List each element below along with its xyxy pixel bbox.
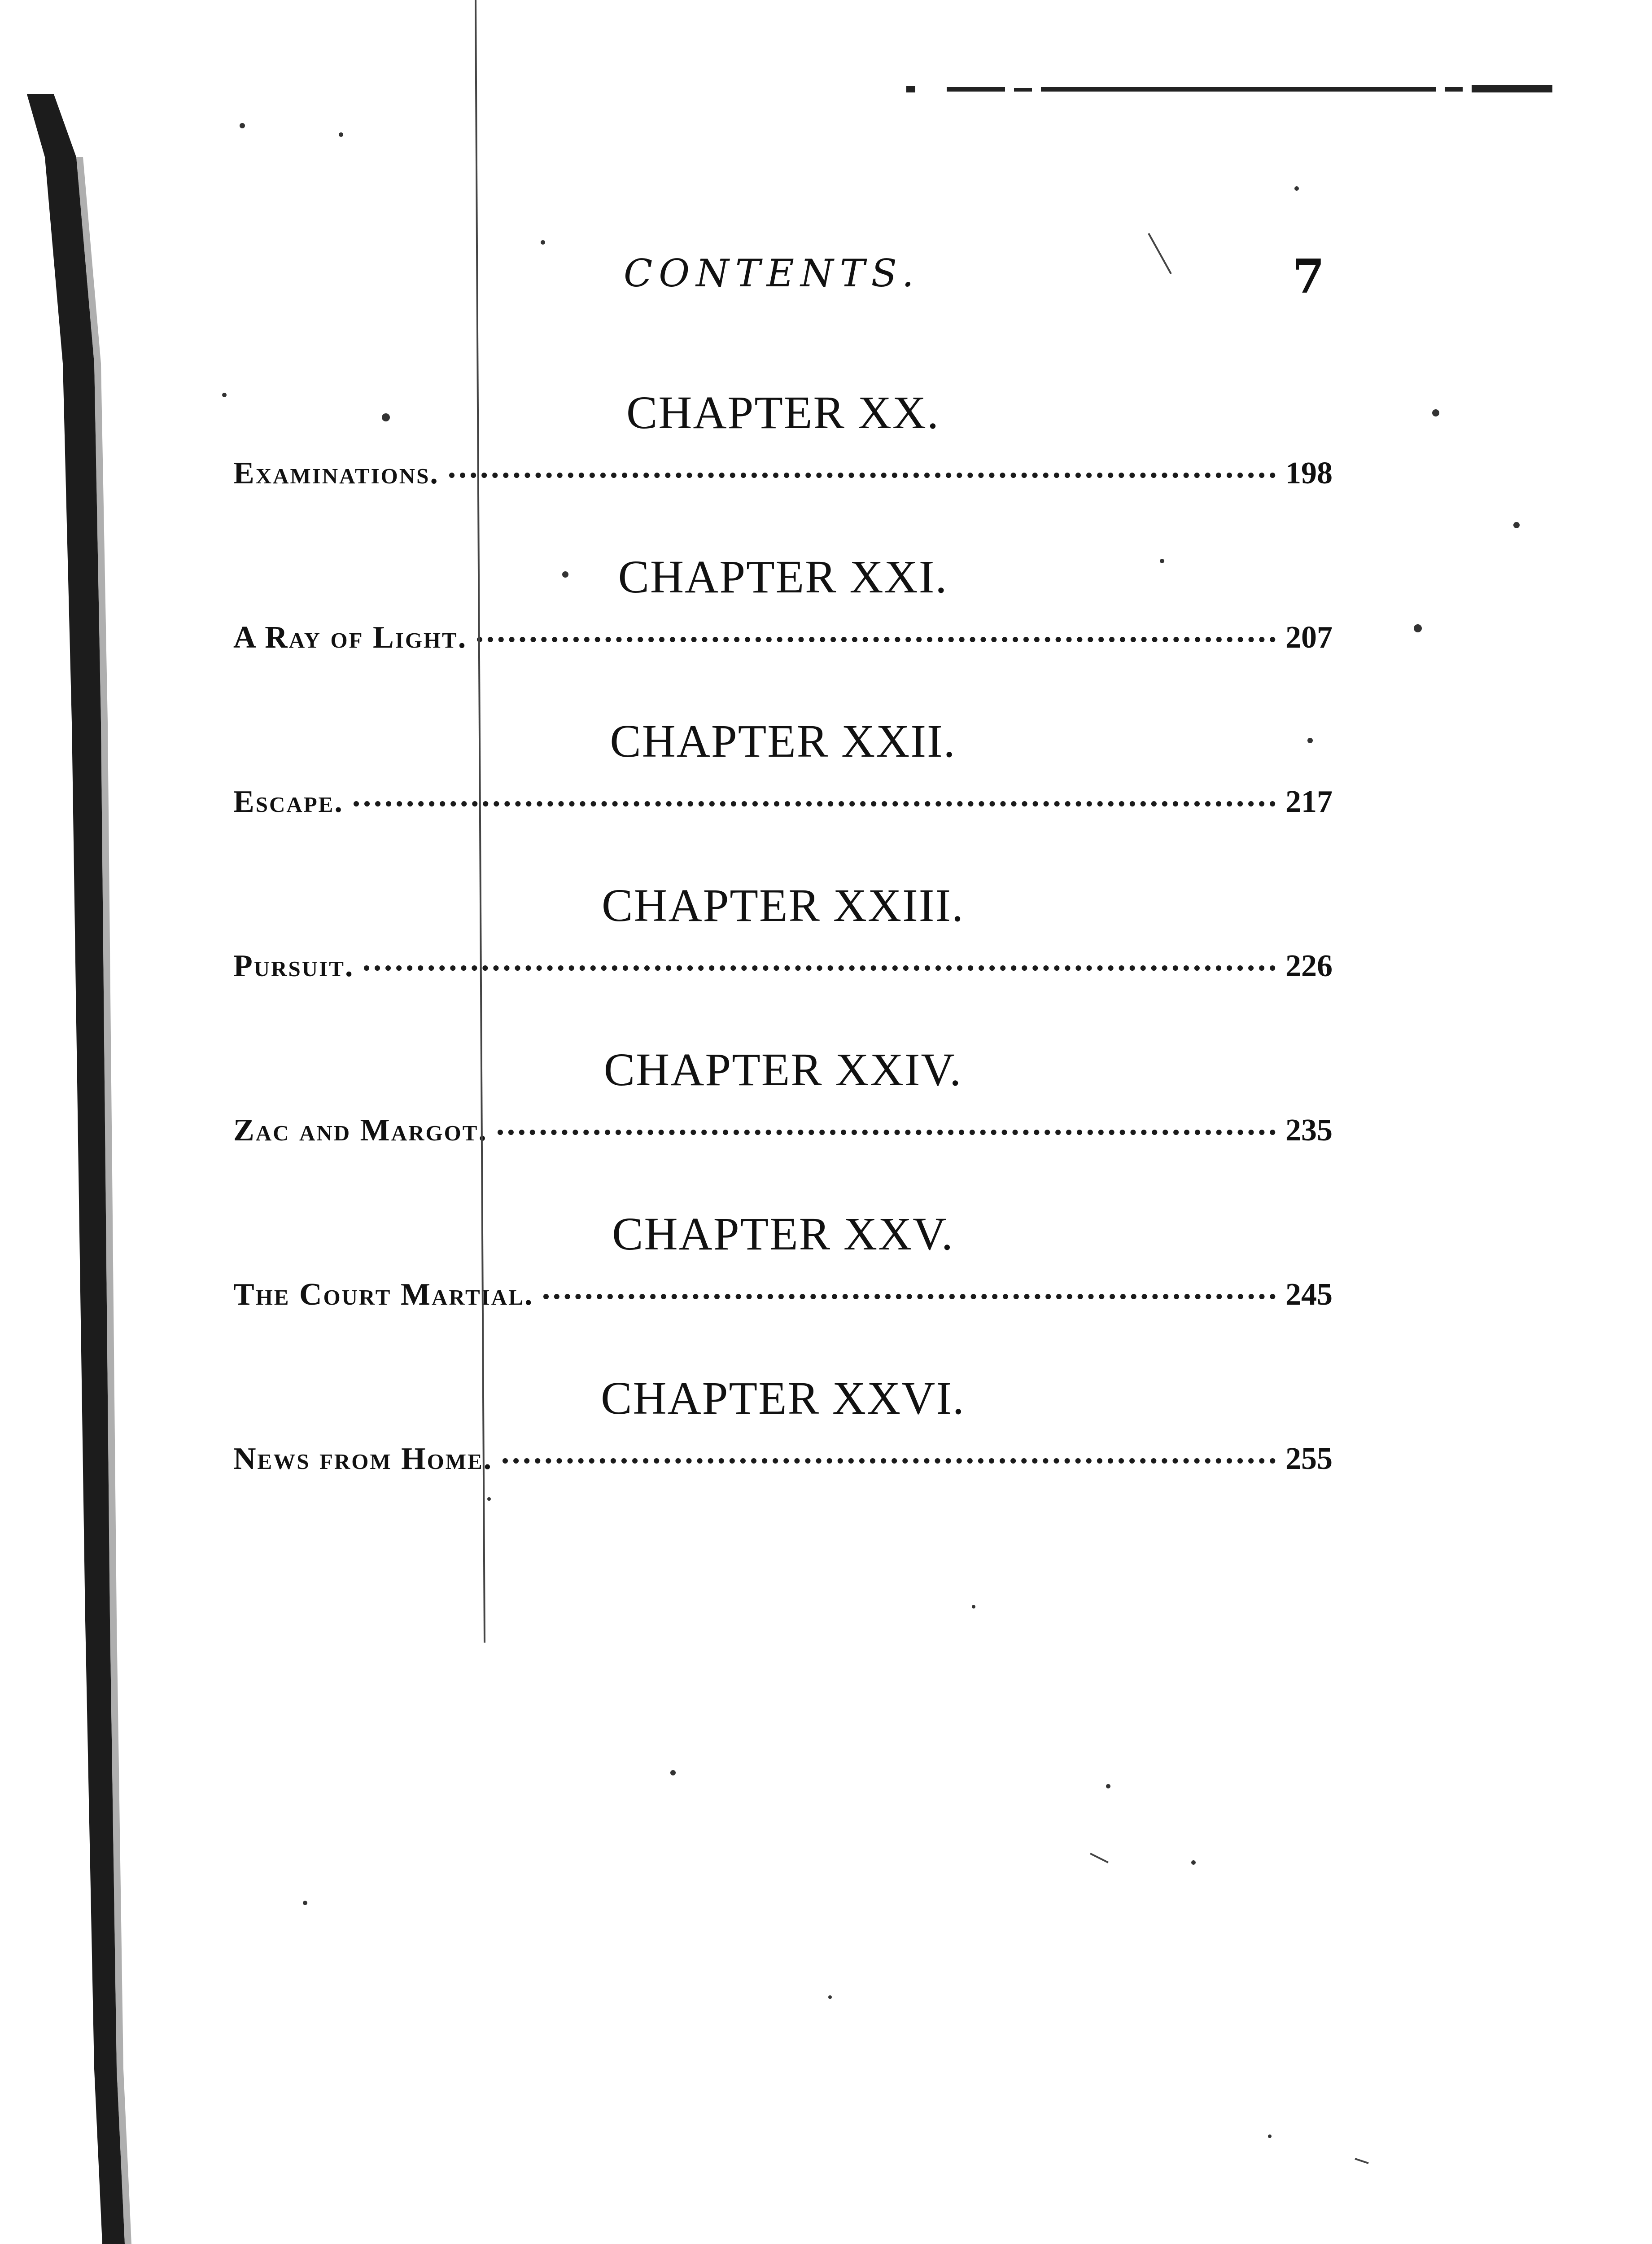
toc-entry: [233, 714, 1333, 879]
chapter-heading: CHAPTER XXI.: [618, 551, 948, 603]
toc-line: [233, 620, 1333, 665]
running-title: CONTENTS.: [624, 251, 920, 295]
entry-page: 198: [1285, 456, 1333, 491]
dot-leader: [498, 1130, 1276, 1135]
toc-entry: [233, 879, 1333, 1043]
toc-line: [233, 456, 1333, 500]
dot-leader: [503, 1458, 1276, 1464]
entry-title: Examinations.: [233, 456, 439, 491]
toc-entry: [233, 550, 1333, 714]
toc-line: [233, 1113, 1333, 1157]
entry-title: A Ray of Light.: [233, 620, 468, 655]
page-number: 7: [1292, 249, 1325, 304]
entry-page: 235: [1285, 1113, 1333, 1148]
entry-title: Zac and Margot.: [233, 1113, 488, 1148]
entry-title: Pursuit.: [233, 949, 354, 983]
dot-leader: [449, 473, 1276, 478]
toc-entry: [233, 386, 1333, 550]
toc-entry: [233, 1372, 1333, 1536]
chapter-heading: CHAPTER XXIV.: [603, 1044, 962, 1096]
running-head: [0, 251, 1652, 323]
entry-page: 245: [1285, 1277, 1333, 1312]
binding-edge: [27, 94, 144, 2244]
toc-entry: [233, 1207, 1333, 1372]
table-of-contents: [233, 386, 1333, 1536]
entry-page: 217: [1285, 785, 1333, 819]
dot-leader: [477, 637, 1276, 642]
toc-line: [233, 1441, 1333, 1486]
toc-entry: [233, 1043, 1333, 1207]
dot-leader: [364, 965, 1276, 971]
chapter-heading: CHAPTER XXIII.: [602, 880, 964, 931]
chapter-heading: CHAPTER XXVI.: [601, 1372, 965, 1424]
chapter-heading: CHAPTER XX.: [626, 387, 940, 438]
chapter-heading: CHAPTER XXV.: [612, 1208, 954, 1260]
dot-leader: [354, 801, 1276, 806]
entry-page: 226: [1285, 949, 1333, 983]
entry-title: Escape.: [233, 785, 344, 819]
toc-line: [233, 948, 1333, 993]
top-rule: [906, 85, 1552, 95]
dot-leader: [543, 1294, 1276, 1299]
toc-line: [233, 1277, 1333, 1322]
entry-page: 207: [1285, 620, 1333, 655]
entry-title: News from Home.: [233, 1442, 493, 1476]
entry-page: 255: [1285, 1442, 1333, 1476]
entry-title: The Court Martial.: [233, 1277, 534, 1312]
chapter-heading: CHAPTER XXII.: [610, 715, 956, 767]
toc-line: [233, 784, 1333, 829]
